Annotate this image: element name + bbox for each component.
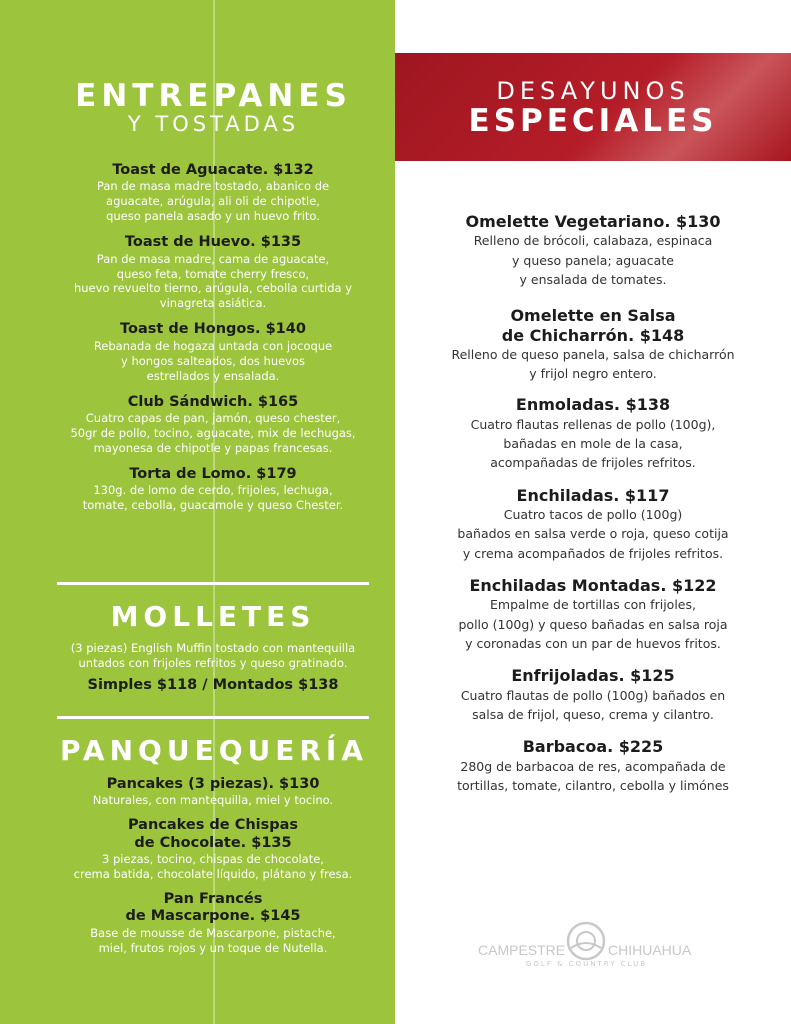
club-emblem-icon bbox=[565, 920, 607, 962]
right-panel bbox=[395, 0, 791, 1024]
entrepanes-subtitle: Y TOSTADAS bbox=[127, 112, 300, 136]
molletes-desc: (3 piezas) English Muffin tostado con mantequilla untados con frijoles refritos y queso gratinado. bbox=[70, 641, 356, 670]
menu-item bbox=[407, 666, 779, 724]
molletes-section bbox=[27, 600, 399, 694]
item-name: Pancakes de Chispas de Chocolate. $135 bbox=[127, 817, 299, 851]
item-name: Pancakes (3 piezas). $130 bbox=[106, 776, 320, 792]
item-desc: Rebanada de hogaza untada con jocoque y hongos salteados, dos huevos estrellados y ensalada. bbox=[93, 338, 333, 383]
menu-item bbox=[57, 466, 369, 513]
item-name: Torta de Lomo. $179 bbox=[129, 465, 297, 482]
menu-item bbox=[57, 891, 369, 956]
menu-item bbox=[407, 576, 779, 653]
desayunos-title-top: DESAYUNOS bbox=[496, 77, 690, 105]
logo-tagline: GOLF & COUNTRY CLUB bbox=[526, 960, 648, 968]
item-name: Barbacoa. $225 bbox=[522, 737, 664, 757]
item-name: Toast de Hongos. $140 bbox=[120, 321, 306, 338]
item-desc: Cuatro flautas rellenas de pollo (100g), bañadas en mole de la casa, acompañadas de frijoles refritos. bbox=[470, 416, 716, 471]
item-desc: 130g. de lomo de cerdo, frijoles, lechuga, tomate, cebolla, guacamole y queso Chester. bbox=[82, 483, 344, 513]
item-name: Club Sándwich. $165 bbox=[127, 393, 299, 410]
entrepanes-title: ENTREPANES bbox=[75, 78, 352, 114]
item-name: Pan Francés de Mascarpone. $145 bbox=[125, 890, 301, 925]
item-desc: Empalme de tortillas con frijoles, pollo (100g) y queso bañadas en salsa roja y coronadas con un par de huevos fritos. bbox=[458, 597, 728, 651]
divider bbox=[57, 716, 369, 719]
panquequeria-section bbox=[14, 734, 414, 767]
menu-item bbox=[407, 306, 779, 383]
menu-item bbox=[57, 162, 369, 224]
molletes-prices: Simples $118 / Montados $138 bbox=[87, 676, 339, 693]
item-desc: Naturales, con mantequilla, miel y tocino. bbox=[92, 793, 334, 808]
item-desc: Base de mousse de Mascarpone, pistache, miel, frutos rojos y un toque de Nutella. bbox=[90, 925, 336, 955]
item-name: Omelette Vegetariano. $130 bbox=[465, 212, 721, 231]
molletes-title: MOLLETES bbox=[110, 600, 316, 633]
menu-item bbox=[57, 394, 369, 456]
item-name: Toast de Huevo. $135 bbox=[124, 234, 302, 251]
desayunos-title-bottom: ESPECIALES bbox=[468, 103, 718, 139]
item-desc: 3 piezas, tocino, chispas de chocolate, crema batida, chocolate líquido, plátano y fresa. bbox=[73, 852, 353, 882]
item-name: Enchiladas Montadas. $122 bbox=[469, 576, 717, 596]
panquequeria-title: PANQUEQUERÍA bbox=[59, 734, 369, 767]
entrepanes-list bbox=[57, 162, 369, 513]
entrepanes-header bbox=[0, 78, 427, 136]
menu-item bbox=[57, 321, 369, 383]
item-name: Omelette en Salsa de Chicharrón. $148 bbox=[501, 306, 685, 345]
item-desc: Cuatro flautas de pollo (100g) bañados en salsa de frijol, queso, crema y cilantro. bbox=[460, 687, 726, 722]
desayunos-banner bbox=[395, 53, 791, 161]
item-name: Enchiladas. $117 bbox=[516, 485, 670, 505]
item-desc: Relleno de brócoli, calabaza, espinaca y queso panela; aguacate y ensalada de tomates. bbox=[473, 233, 713, 287]
item-name: Enfrijoladas. $125 bbox=[511, 666, 675, 686]
item-desc: Cuatro capas de pan, jamón, queso chester, 50gr de pollo, tocino, aguacate, mix de lechugas, mayonesa de chipotle y papas francesas. bbox=[70, 410, 356, 455]
menu-item bbox=[407, 737, 779, 795]
item-desc: Cuatro tacos de pollo (100g) bañados en salsa verde o roja, queso cotija y crema acompañados de frijoles refritos. bbox=[457, 506, 729, 561]
item-desc: Pan de masa madre, cama de aguacate, queso feta, tomate cherry fresco, huevo revuelto tierno, arúgula, cebolla curtida y vinagreta asiática. bbox=[73, 251, 353, 311]
logo-left-text: CAMPESTRE bbox=[478, 942, 566, 958]
left-panel bbox=[0, 0, 395, 1024]
menu-item bbox=[57, 234, 369, 311]
divider bbox=[57, 582, 369, 585]
item-desc: 280g de barbacoa de res, acompañada de tortillas, tomate, cilantro, cebolla y limónes bbox=[457, 758, 729, 793]
item-name: Toast de Aguacate. $132 bbox=[112, 162, 314, 178]
club-logo bbox=[478, 918, 698, 973]
menu-item bbox=[407, 486, 779, 563]
item-desc: Pan de masa madre tostado, abanico de aguacate, arúgula, ali oli de chipotle, queso panela asado y un huevo frito. bbox=[96, 179, 330, 224]
logo-right-text: CHIHUAHUA bbox=[608, 942, 692, 958]
desayunos-list bbox=[407, 212, 779, 795]
item-name: Enmoladas. $138 bbox=[515, 395, 671, 415]
panquequeria-list bbox=[57, 776, 369, 956]
menu-item bbox=[407, 395, 779, 472]
menu-item bbox=[57, 817, 369, 882]
item-desc: Relleno de queso panela, salsa de chicharrón y frijol negro entero. bbox=[451, 346, 735, 382]
menu-item bbox=[57, 776, 369, 808]
menu-item bbox=[407, 212, 779, 289]
